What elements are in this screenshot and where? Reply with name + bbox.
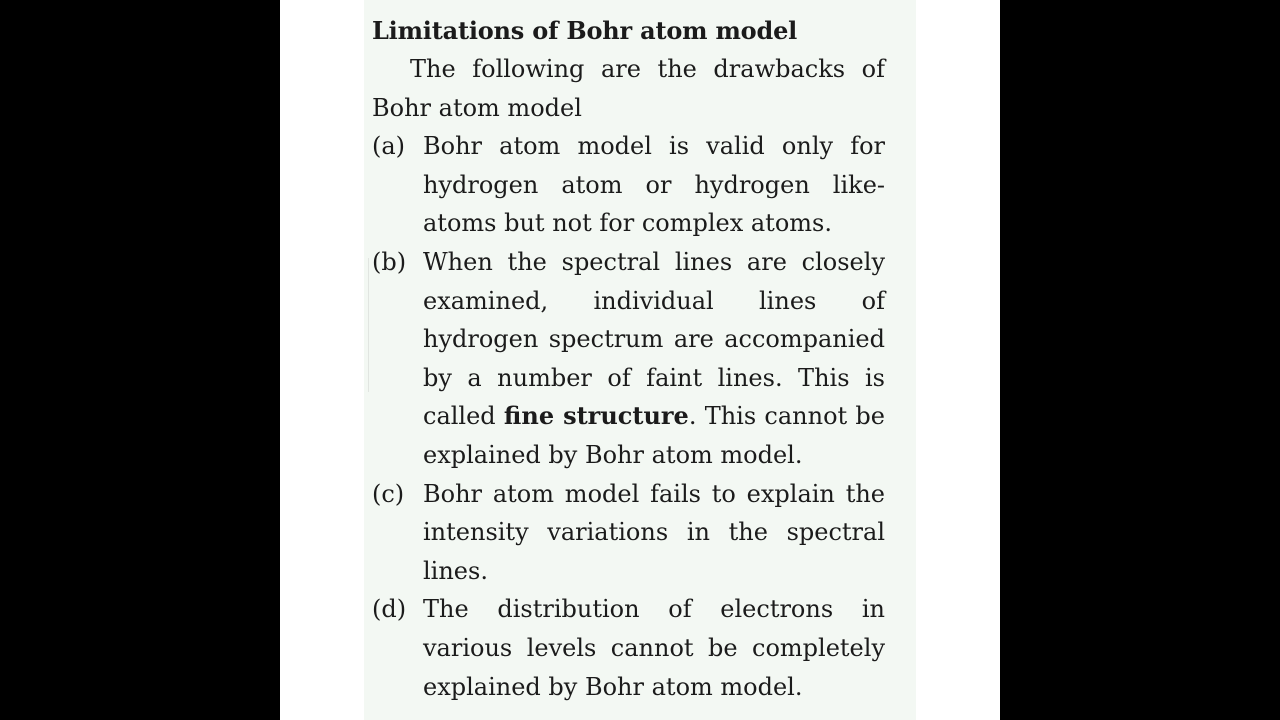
margin-line: [368, 258, 369, 392]
list-item-d: [372, 590, 885, 706]
item-marker: (c): [372, 479, 405, 508]
document-content: [372, 12, 885, 706]
item-text: [423, 243, 885, 475]
item-text: The distribution of electrons in various levels cannot be completely explained by Bohr atom model.: [423, 595, 885, 701]
bold-term: fine structure: [503, 401, 689, 431]
item-text-part: When the spectral lines are closely examined, individual lines of hydrogen spectrum are accompanied by a number of faint lines. This is called: [423, 247, 885, 431]
list-item-b: [372, 243, 885, 475]
list-item-a: [372, 127, 885, 243]
item-marker: (d): [372, 595, 407, 624]
item-marker: (b): [372, 247, 407, 276]
list-item-c: [372, 475, 885, 591]
item-text: Bohr atom model is valid only for hydrogen atom or hydrogen like-atoms but not for complex atoms.: [423, 132, 885, 238]
intro-paragraph: The following are the drawbacks of Bohr atom model: [372, 55, 885, 122]
item-text-part: . This cannot be explained by Bohr atom model.: [423, 402, 885, 469]
item-marker: (a): [372, 132, 406, 161]
section-heading: Limitations of Bohr atom model: [372, 16, 798, 45]
item-text: Bohr atom model fails to explain the intensity variations in the spectral lines.: [423, 479, 885, 585]
